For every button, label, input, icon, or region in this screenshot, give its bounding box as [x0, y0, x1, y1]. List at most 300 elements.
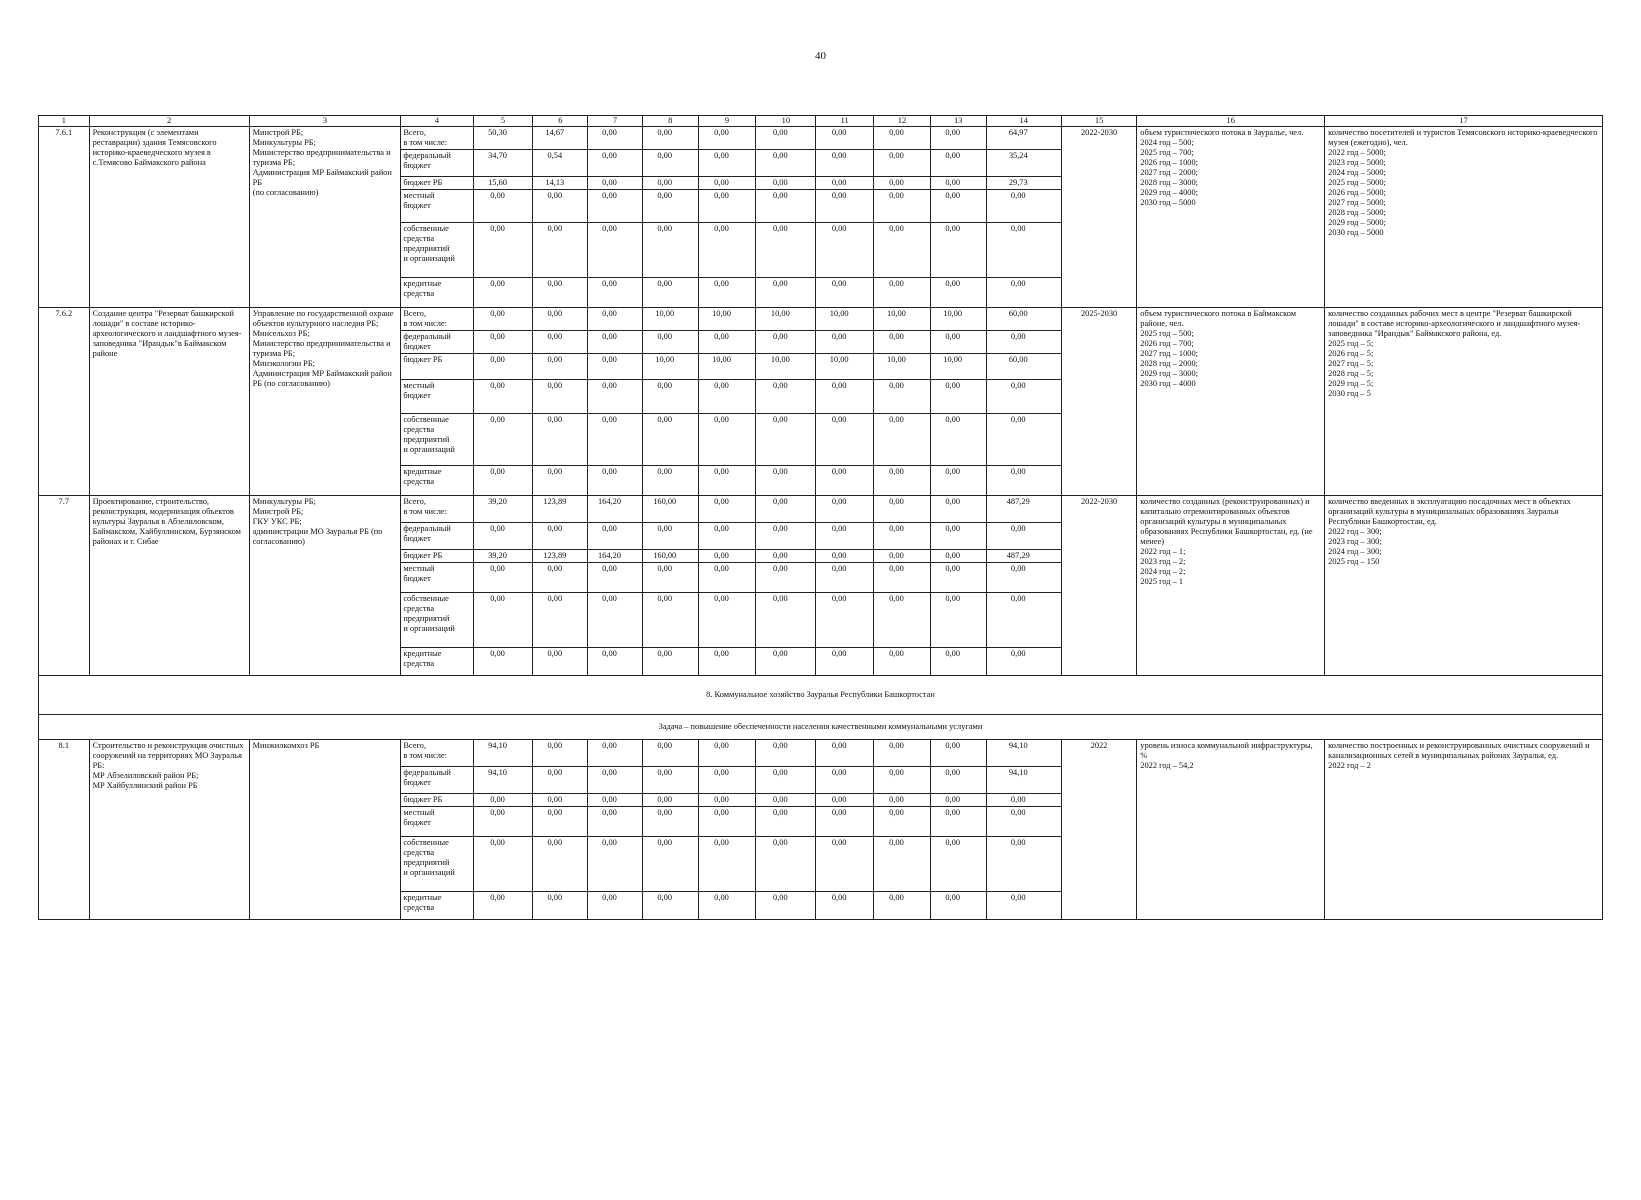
funding-value: 123,89	[533, 550, 588, 563]
section-title: 8. Коммунальное хозяйство Зауралья Республики Башкортостан	[39, 676, 1603, 715]
funding-value: 94,10	[986, 740, 1061, 767]
funding-value: 0,00	[642, 127, 698, 150]
funding-value: 0,00	[816, 563, 874, 593]
funding-value: 0,00	[874, 550, 931, 563]
funding-value: 0,00	[930, 563, 986, 593]
funding-value: 0,00	[816, 648, 874, 676]
funding-value: 0,00	[533, 466, 588, 496]
funding-value: 0,00	[816, 190, 874, 223]
funding-source: собственные средства предприятий и организаций	[401, 593, 473, 648]
funding-value: 0,00	[698, 190, 756, 223]
funding-source: местный бюджет	[401, 563, 473, 593]
funding-value: 0,00	[756, 563, 816, 593]
measure-number: 7.7	[39, 496, 90, 676]
funding-value: 0,00	[588, 331, 643, 354]
column-number-5: 5	[473, 116, 533, 127]
table-body	[39, 127, 1603, 920]
funding-value: 0,00	[986, 523, 1061, 550]
funding-value: 0,00	[588, 308, 643, 331]
funding-source: собственные средства предприятий и организаций	[401, 837, 473, 892]
column-number-8: 8	[642, 116, 698, 127]
column-number-17: 17	[1325, 116, 1603, 127]
table-row	[39, 127, 1603, 150]
funding-value: 0,00	[756, 593, 816, 648]
funding-value: 0,00	[756, 414, 816, 466]
funding-value: 0,00	[756, 550, 816, 563]
table-row	[39, 740, 1603, 767]
funding-value: 0,00	[874, 837, 931, 892]
funding-value: 0,00	[588, 466, 643, 496]
funding-value: 0,00	[930, 223, 986, 278]
funding-source: местный бюджет	[401, 190, 473, 223]
funding-value: 0,00	[930, 648, 986, 676]
funding-value: 0,00	[874, 767, 931, 794]
funding-value: 0,00	[533, 223, 588, 278]
funding-source: Всего, в том числе:	[401, 496, 473, 523]
column-number-14: 14	[986, 116, 1061, 127]
funding-value: 0,00	[930, 414, 986, 466]
column-number-4: 4	[401, 116, 473, 127]
funding-value: 0,00	[642, 767, 698, 794]
funding-value: 0,00	[698, 892, 756, 920]
funding-value: 0,00	[588, 278, 643, 308]
funding-value: 0,00	[986, 380, 1061, 414]
funding-value: 0,00	[986, 837, 1061, 892]
funding-value: 0,00	[874, 150, 931, 177]
funding-value: 0,00	[642, 414, 698, 466]
funding-value: 0,00	[473, 308, 533, 331]
funding-value: 0,00	[588, 740, 643, 767]
funding-source: кредитные средства	[401, 648, 473, 676]
funding-value: 0,00	[533, 593, 588, 648]
measure-executors: Минкультуры РБ; Минстрой РБ; ГКУ УКС РБ; администрации МО Зауралья РБ (по согласованию)	[249, 496, 401, 676]
funding-value: 0,00	[588, 190, 643, 223]
funding-value: 0,00	[588, 648, 643, 676]
funding-value: 0,54	[533, 150, 588, 177]
measure-name: Создание центра "Резерват башкирской лошади" в составе историко-археологического и ландшафтного музея-заповедника "Ирандык"в Баймакском районе	[89, 308, 249, 496]
funding-value: 0,00	[986, 278, 1061, 308]
funding-value: 0,00	[986, 190, 1061, 223]
funding-value: 0,00	[930, 892, 986, 920]
funding-source: федеральный бюджет	[401, 150, 473, 177]
column-number-7: 7	[588, 116, 643, 127]
column-number-6: 6	[533, 116, 588, 127]
funding-value: 0,00	[874, 331, 931, 354]
funding-value: 0,00	[588, 837, 643, 892]
funding-value: 14,67	[533, 127, 588, 150]
target-indicator: уровень износа коммунальной инфраструктуры, % 2022 год – 54,2	[1137, 740, 1325, 920]
funding-value: 0,00	[588, 177, 643, 190]
funding-value: 0,00	[533, 354, 588, 380]
funding-value: 10,00	[930, 354, 986, 380]
funding-source: федеральный бюджет	[401, 331, 473, 354]
funding-value: 0,00	[642, 190, 698, 223]
funding-value: 0,00	[930, 278, 986, 308]
funding-value: 0,00	[698, 767, 756, 794]
funding-value: 0,00	[473, 837, 533, 892]
funding-value: 10,00	[930, 308, 986, 331]
funding-source: бюджет РБ	[401, 550, 473, 563]
section-row	[39, 676, 1603, 715]
funding-value: 0,00	[642, 740, 698, 767]
funding-value: 0,00	[642, 648, 698, 676]
funding-value: 0,00	[986, 414, 1061, 466]
budget-table	[38, 115, 1603, 920]
funding-value: 0,00	[698, 223, 756, 278]
funding-value: 0,00	[874, 380, 931, 414]
funding-value: 0,00	[642, 563, 698, 593]
funding-value: 0,00	[816, 127, 874, 150]
funding-value: 0,00	[874, 794, 931, 807]
funding-value: 0,00	[756, 127, 816, 150]
measure-executors: Минжилкомхоз РБ	[249, 740, 401, 920]
funding-value: 0,00	[816, 550, 874, 563]
funding-value: 0,00	[756, 767, 816, 794]
funding-value: 0,00	[642, 523, 698, 550]
funding-value: 0,00	[698, 648, 756, 676]
header-row	[39, 116, 1603, 127]
funding-source: кредитные средства	[401, 466, 473, 496]
funding-value: 0,00	[816, 223, 874, 278]
funding-value: 0,00	[473, 593, 533, 648]
funding-value: 0,00	[816, 331, 874, 354]
funding-value: 0,00	[642, 892, 698, 920]
measure-number: 7.6.1	[39, 127, 90, 308]
funding-value: 10,00	[698, 308, 756, 331]
funding-value: 0,00	[930, 837, 986, 892]
funding-value: 0,00	[930, 523, 986, 550]
task-title: Задача – повышение обеспеченности населения качественными коммунальными услугами	[39, 715, 1603, 740]
funding-value: 0,00	[756, 278, 816, 308]
funding-value: 0,00	[698, 593, 756, 648]
measure-executors: Минстрой РБ; Минкультуры РБ; Министерство предпринимательства и туризма РБ; Администрация МР Баймакский район РБ (по согласованию)	[249, 127, 401, 308]
funding-value: 0,00	[874, 496, 931, 523]
funding-value: 487,29	[986, 496, 1061, 523]
column-number-1: 1	[39, 116, 90, 127]
expected-result: количество созданных рабочих мест в центре "Резерват башкирской лошади" в составе историко-археологического и ландшафтного музея-заповедника "Ирандык" Баймакского района, ед. 2025 год – 5; 2026 год – 5; 2027 год – 5; 2028 год – 5; 2029 год – 5; 2030 год – 5	[1325, 308, 1603, 496]
funding-source: местный бюджет	[401, 380, 473, 414]
funding-value: 0,00	[698, 740, 756, 767]
funding-value: 0,00	[816, 892, 874, 920]
funding-value: 0,00	[588, 807, 643, 837]
funding-value: 0,00	[533, 331, 588, 354]
funding-value: 0,00	[533, 380, 588, 414]
funding-value: 0,00	[588, 414, 643, 466]
funding-value: 0,00	[533, 740, 588, 767]
funding-value: 0,00	[930, 127, 986, 150]
funding-value: 0,00	[533, 523, 588, 550]
funding-value: 0,00	[874, 593, 931, 648]
funding-source: собственные средства предприятий и организаций	[401, 223, 473, 278]
funding-value: 0,00	[986, 648, 1061, 676]
funding-value: 0,00	[533, 563, 588, 593]
funding-value: 0,00	[986, 223, 1061, 278]
expected-result: количество введенных в эксплуатацию посадочных мест в объектах организаций культуры в муниципальных образованиях Зауралья Республики Башкортостан, ед. 2022 год – 300; 2023 год – 300; 2024 год – 300; 2025 год – 150	[1325, 496, 1603, 676]
column-number-2: 2	[89, 116, 249, 127]
funding-value: 0,00	[986, 807, 1061, 837]
funding-value: 0,00	[816, 466, 874, 496]
funding-value: 0,00	[588, 593, 643, 648]
funding-value: 0,00	[816, 767, 874, 794]
funding-value: 39,20	[473, 550, 533, 563]
funding-value: 0,00	[930, 177, 986, 190]
funding-value: 0,00	[930, 767, 986, 794]
funding-value: 0,00	[756, 794, 816, 807]
funding-source: Всего, в том числе:	[401, 308, 473, 331]
funding-value: 0,00	[930, 550, 986, 563]
funding-source: кредитные средства	[401, 278, 473, 308]
funding-value: 0,00	[874, 648, 931, 676]
column-number-13: 13	[930, 116, 986, 127]
funding-value: 94,10	[473, 740, 533, 767]
funding-value: 0,00	[930, 331, 986, 354]
funding-value: 0,00	[642, 837, 698, 892]
funding-value: 0,00	[588, 380, 643, 414]
table-row	[39, 308, 1603, 331]
funding-value: 0,00	[874, 466, 931, 496]
funding-value: 164,20	[588, 550, 643, 563]
funding-value: 0,00	[473, 523, 533, 550]
funding-source: Всего, в том числе:	[401, 740, 473, 767]
funding-value: 0,00	[874, 523, 931, 550]
funding-value: 0,00	[874, 414, 931, 466]
funding-value: 164,20	[588, 496, 643, 523]
funding-value: 0,00	[533, 892, 588, 920]
funding-value: 0,00	[816, 177, 874, 190]
funding-value: 0,00	[642, 177, 698, 190]
funding-value: 0,00	[642, 223, 698, 278]
measure-name: Реконструкция (с элементами реставрации) здания Темясовского историко-краеведческого музея в с.Темясово Баймакского района	[89, 127, 249, 308]
column-number-12: 12	[874, 116, 931, 127]
funding-source: федеральный бюджет	[401, 523, 473, 550]
funding-value: 0,00	[816, 837, 874, 892]
funding-value: 64,97	[986, 127, 1061, 150]
target-indicator: объем туристического потока в Баймакском районе, чел. 2025 год – 500; 2026 год – 700; 2027 год – 1000; 2028 год – 2000; 2029 год – 3000; 2030 год – 4000	[1137, 308, 1325, 496]
funding-value: 0,00	[930, 380, 986, 414]
column-number-16: 16	[1137, 116, 1325, 127]
funding-value: 0,00	[874, 127, 931, 150]
funding-value: 0,00	[698, 837, 756, 892]
funding-value: 0,00	[473, 892, 533, 920]
funding-source: бюджет РБ	[401, 794, 473, 807]
table-header	[39, 116, 1603, 127]
funding-value: 0,00	[473, 563, 533, 593]
expected-result: количество построенных и реконструированных очистных сооружений и канализационных сетей в муниципальных районах Зауралья, ед. 2022 год – 2	[1325, 740, 1603, 920]
column-number-10: 10	[756, 116, 816, 127]
funding-value: 0,00	[874, 892, 931, 920]
table-row	[39, 496, 1603, 523]
funding-value: 0,00	[756, 177, 816, 190]
funding-value: 0,00	[642, 593, 698, 648]
funding-value: 0,00	[642, 466, 698, 496]
funding-value: 0,00	[473, 331, 533, 354]
funding-value: 10,00	[756, 308, 816, 331]
funding-value: 123,89	[533, 496, 588, 523]
target-indicator: количество созданных (реконструированных) и капитально отремонтированных объектов организаций культуры в муниципальных образованиях Республики Башкортостан, ед. (не менее) 2022 год – 1; 2023 год – 2; 2024 год – 2; 2025 год – 1	[1137, 496, 1325, 676]
column-number-3: 3	[249, 116, 401, 127]
funding-source: федеральный бюджет	[401, 767, 473, 794]
funding-value: 0,00	[874, 740, 931, 767]
funding-value: 0,00	[986, 563, 1061, 593]
funding-value: 0,00	[642, 150, 698, 177]
funding-value: 0,00	[698, 794, 756, 807]
funding-value: 34,70	[473, 150, 533, 177]
funding-value: 0,00	[533, 837, 588, 892]
funding-value: 0,00	[698, 496, 756, 523]
funding-value: 0,00	[874, 807, 931, 837]
funding-value: 0,00	[930, 740, 986, 767]
funding-value: 0,00	[816, 414, 874, 466]
funding-value: 94,10	[473, 767, 533, 794]
funding-value: 0,00	[816, 794, 874, 807]
funding-value: 0,00	[588, 563, 643, 593]
funding-value: 0,00	[874, 563, 931, 593]
task-row	[39, 715, 1603, 740]
funding-value: 0,00	[756, 466, 816, 496]
funding-value: 10,00	[874, 354, 931, 380]
funding-value: 0,00	[698, 563, 756, 593]
measure-executors: Управление по государственной охране объектов культурного наследия РБ; Минсельхоз РБ; Министерство предпринимательства и туризма РБ; Минэкологии РБ; Администрация МР Баймакский район РБ (по согласованию)	[249, 308, 401, 496]
funding-value: 0,00	[816, 278, 874, 308]
funding-value: 160,00	[642, 550, 698, 563]
measure-number: 7.6.2	[39, 308, 90, 496]
funding-value: 0,00	[642, 278, 698, 308]
funding-value: 0,00	[930, 496, 986, 523]
funding-value: 0,00	[930, 150, 986, 177]
implementation-period: 2022	[1061, 740, 1136, 920]
funding-value: 0,00	[930, 466, 986, 496]
funding-value: 10,00	[642, 354, 698, 380]
funding-value: 0,00	[473, 807, 533, 837]
funding-source: местный бюджет	[401, 807, 473, 837]
funding-value: 0,00	[642, 807, 698, 837]
funding-value: 0,00	[756, 190, 816, 223]
funding-value: 0,00	[756, 223, 816, 278]
measure-name: Проектирование, строительство, реконструкция, модернизация объектов культуры Зауралья в Абзелиловском, Баймакском, Хайбуллинском, Бурзянском районах и г. Сибае	[89, 496, 249, 676]
funding-value: 0,00	[986, 331, 1061, 354]
funding-value: 14,13	[533, 177, 588, 190]
implementation-period: 2022-2030	[1061, 496, 1136, 676]
funding-value: 0,00	[533, 414, 588, 466]
funding-source: собственные средства предприятий и организаций	[401, 414, 473, 466]
measure-name: Строительство и реконструкция очистных сооружений на территориях МО Зауралья РБ: МР Абзелиловский район РБ; МР Хайбуллинский район РБ	[89, 740, 249, 920]
funding-value: 0,00	[874, 223, 931, 278]
funding-value: 0,00	[986, 593, 1061, 648]
funding-value: 0,00	[588, 150, 643, 177]
funding-source: Всего, в том числе:	[401, 127, 473, 150]
funding-source: кредитные средства	[401, 892, 473, 920]
funding-value: 0,00	[756, 150, 816, 177]
funding-value: 0,00	[756, 740, 816, 767]
funding-value: 0,00	[588, 523, 643, 550]
funding-value: 0,00	[698, 550, 756, 563]
funding-value: 0,00	[816, 150, 874, 177]
funding-value: 0,00	[756, 331, 816, 354]
funding-value: 0,00	[533, 190, 588, 223]
funding-value: 0,00	[756, 648, 816, 676]
funding-value: 0,00	[642, 794, 698, 807]
funding-value: 0,00	[533, 807, 588, 837]
funding-value: 0,00	[473, 354, 533, 380]
funding-value: 0,00	[756, 380, 816, 414]
funding-value: 39,20	[473, 496, 533, 523]
page-number: 40	[815, 50, 826, 62]
funding-value: 0,00	[930, 190, 986, 223]
target-indicator: объем туристического потока в Зауралье, чел. 2024 год – 500; 2025 год – 700; 2026 год – 1000; 2027 год – 2000; 2028 год – 3000; 2029 год – 4000; 2030 год – 5000	[1137, 127, 1325, 308]
funding-value: 0,00	[698, 127, 756, 150]
funding-value: 0,00	[816, 496, 874, 523]
funding-value: 0,00	[816, 807, 874, 837]
funding-value: 0,00	[533, 278, 588, 308]
funding-value: 0,00	[986, 892, 1061, 920]
funding-value: 50,30	[473, 127, 533, 150]
funding-value: 0,00	[473, 466, 533, 496]
funding-value: 0,00	[473, 380, 533, 414]
measure-number: 8.1	[39, 740, 90, 920]
funding-value: 94,10	[986, 767, 1061, 794]
funding-value: 10,00	[642, 308, 698, 331]
funding-value: 0,00	[986, 466, 1061, 496]
funding-value: 0,00	[588, 794, 643, 807]
funding-value: 0,00	[473, 414, 533, 466]
funding-value: 0,00	[698, 414, 756, 466]
funding-value: 0,00	[816, 593, 874, 648]
funding-value: 0,00	[986, 794, 1061, 807]
expected-result: количество посетителей и туристов Темясовского историко-краеведческого музея (ежегодно), чел. 2022 год – 5000; 2023 год – 5000; 2024 год – 5000; 2025 год – 5000; 2026 год – 5000; 2027 год – 5000; 2028 год – 5000; 2029 год – 5000; 2030 год – 5000	[1325, 127, 1603, 308]
funding-value: 0,00	[588, 354, 643, 380]
funding-value: 0,00	[642, 331, 698, 354]
funding-value: 0,00	[698, 150, 756, 177]
funding-value: 29,73	[986, 177, 1061, 190]
funding-value: 60,00	[986, 354, 1061, 380]
funding-value: 10,00	[816, 354, 874, 380]
funding-value: 35,24	[986, 150, 1061, 177]
funding-value: 0,00	[698, 523, 756, 550]
funding-value: 0,00	[874, 190, 931, 223]
funding-value: 0,00	[698, 380, 756, 414]
funding-value: 10,00	[816, 308, 874, 331]
funding-source: бюджет РБ	[401, 354, 473, 380]
funding-value: 0,00	[588, 127, 643, 150]
funding-value: 0,00	[698, 278, 756, 308]
funding-source: бюджет РБ	[401, 177, 473, 190]
funding-value: 0,00	[756, 496, 816, 523]
funding-value: 0,00	[816, 523, 874, 550]
funding-value: 0,00	[533, 648, 588, 676]
funding-value: 10,00	[698, 354, 756, 380]
funding-value: 0,00	[473, 278, 533, 308]
funding-value: 0,00	[756, 892, 816, 920]
funding-value: 0,00	[533, 308, 588, 331]
funding-value: 0,00	[874, 278, 931, 308]
funding-value: 0,00	[930, 593, 986, 648]
funding-value: 0,00	[533, 794, 588, 807]
funding-value: 0,00	[930, 807, 986, 837]
implementation-period: 2022-2030	[1061, 127, 1136, 308]
funding-value: 0,00	[756, 807, 816, 837]
funding-value: 0,00	[533, 767, 588, 794]
funding-value: 0,00	[816, 380, 874, 414]
funding-value: 0,00	[588, 223, 643, 278]
funding-value: 487,29	[986, 550, 1061, 563]
funding-value: 160,00	[642, 496, 698, 523]
funding-value: 0,00	[588, 767, 643, 794]
column-number-9: 9	[698, 116, 756, 127]
funding-value: 0,00	[698, 177, 756, 190]
funding-value: 0,00	[816, 740, 874, 767]
funding-value: 0,00	[698, 466, 756, 496]
column-number-11: 11	[816, 116, 874, 127]
